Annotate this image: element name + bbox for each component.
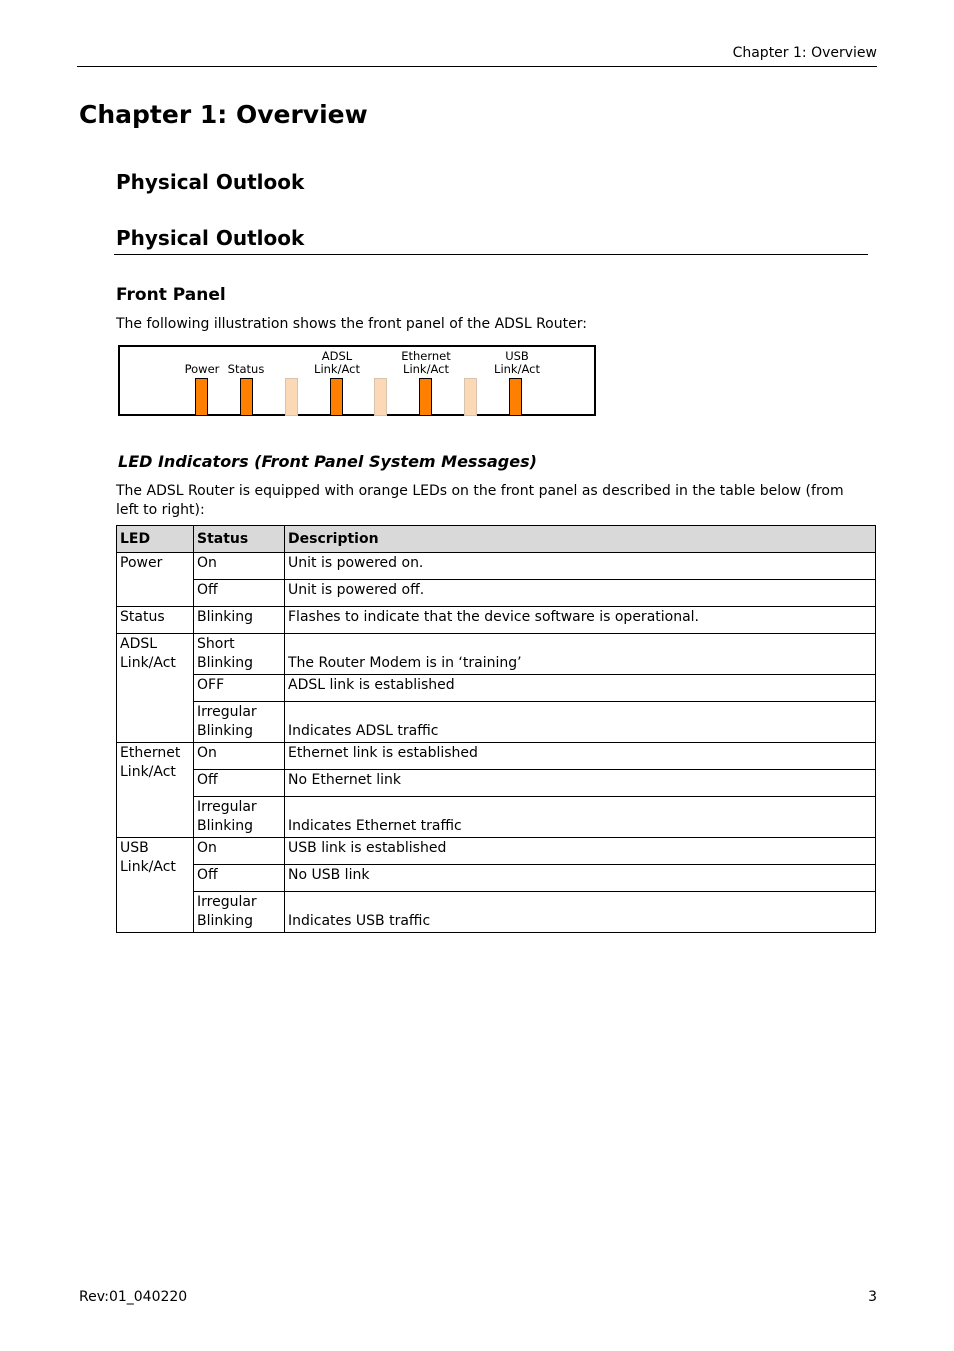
description-cell: Ethernet link is established <box>285 743 876 770</box>
usb-led <box>509 378 522 416</box>
led-table <box>116 525 876 933</box>
led-label-usb: USB Link/Act <box>494 349 540 376</box>
table-row <box>117 865 876 892</box>
description-cell: No USB link <box>285 865 876 892</box>
status-cell: Off <box>194 865 285 892</box>
status-cell: OFF <box>194 675 285 702</box>
table-row <box>117 553 876 580</box>
description-cell: No Ethernet link <box>285 770 876 797</box>
led-indicators-heading: LED Indicators (Front Panel System Messages) <box>118 452 537 471</box>
spacer-led <box>374 378 387 416</box>
led-name-cell: Power <box>117 553 194 607</box>
section-heading-1: Physical Outlook <box>116 170 305 194</box>
front-panel-intro: The following illustration shows the front panel of the ADSL Router: <box>116 316 587 332</box>
table-row <box>117 702 876 743</box>
led-name-cell: Status <box>117 607 194 634</box>
description-cell: Unit is powered on. <box>285 553 876 580</box>
led-name-cell: ADSL Link/Act <box>117 634 194 743</box>
power-led <box>195 378 208 416</box>
description-cell: Flashes to indicate that the device software is operational. <box>285 607 876 634</box>
status-cell: Irregular Blinking <box>194 797 285 838</box>
col-header-description: Description <box>285 526 876 553</box>
led-name-cell: USB Link/Act <box>117 838 194 933</box>
status-cell: On <box>194 553 285 580</box>
description-cell: Indicates USB traffic <box>285 892 876 933</box>
spacer-led <box>464 378 477 416</box>
led-name-cell: Ethernet Link/Act <box>117 743 194 838</box>
section-rule <box>114 254 868 255</box>
front-panel-heading: Front Panel <box>116 285 226 305</box>
status-cell: Irregular Blinking <box>194 892 285 933</box>
chapter-title: Chapter 1: Overview <box>79 100 368 129</box>
table-row <box>117 607 876 634</box>
description-cell: USB link is established <box>285 838 876 865</box>
footer-page-number: 3 <box>868 1289 877 1305</box>
status-cell: Irregular Blinking <box>194 702 285 743</box>
led-label-power: Power <box>184 362 220 376</box>
led-label-status: Status <box>227 362 265 376</box>
table-row <box>117 634 876 675</box>
section-heading-2: Physical Outlook <box>116 226 305 250</box>
status-cell: Short Blinking <box>194 634 285 675</box>
running-header: Chapter 1: Overview <box>732 45 877 61</box>
description-cell: Indicates Ethernet traffic <box>285 797 876 838</box>
col-header-led: LED <box>117 526 194 553</box>
col-header-status: Status <box>194 526 285 553</box>
table-row <box>117 743 876 770</box>
description-cell: Unit is powered off. <box>285 580 876 607</box>
footer-revision: Rev:01_040220 <box>79 1289 188 1305</box>
status-cell: On <box>194 838 285 865</box>
status-cell: Blinking <box>194 607 285 634</box>
ethernet-led <box>419 378 432 416</box>
table-header-row <box>117 526 876 553</box>
description-cell: Indicates ADSL traffic <box>285 702 876 743</box>
table-row <box>117 892 876 933</box>
status-cell: Off <box>194 580 285 607</box>
description-cell: ADSL link is established <box>285 675 876 702</box>
adsl-led <box>330 378 343 416</box>
status-cell: On <box>194 743 285 770</box>
spacer-led <box>285 378 298 416</box>
table-row <box>117 770 876 797</box>
front-panel-illustration <box>118 345 596 416</box>
status-cell: Off <box>194 770 285 797</box>
table-row <box>117 580 876 607</box>
table-row <box>117 675 876 702</box>
led-indicators-intro: The ADSL Router is equipped with orange LEDs on the front panel as described in the table below (from left to right): <box>116 483 844 518</box>
description-cell: The Router Modem is in ‘training’ <box>285 634 876 675</box>
table-row <box>117 797 876 838</box>
header-rule <box>77 66 877 67</box>
led-label-ethernet: Ethernet Link/Act <box>401 349 451 376</box>
led-label-adsl: ADSL Link/Act <box>314 349 360 376</box>
status-led <box>240 378 253 416</box>
table-row <box>117 838 876 865</box>
